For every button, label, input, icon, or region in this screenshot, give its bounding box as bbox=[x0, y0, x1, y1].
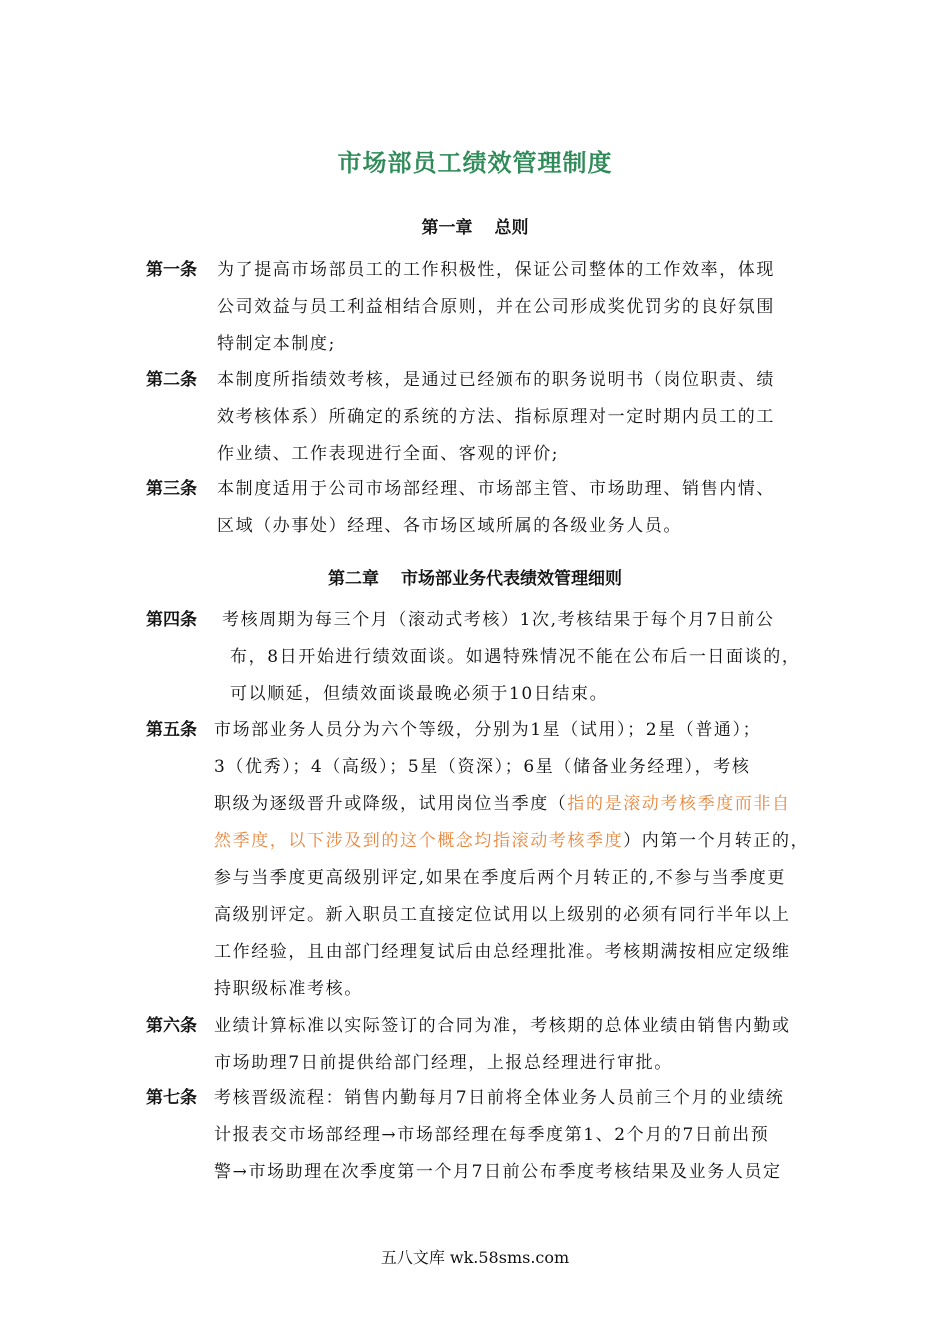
article-text-line: 考核周期为每三个月（滚动式考核）1次,考核结果于每个月7日前公 bbox=[222, 610, 775, 630]
article-text-line: 布，8日开始进行绩效面谈。如遇特殊情况不能在公布后一日面谈的， bbox=[230, 647, 801, 667]
article-text-line: 考核晋级流程：销售内勤每月7日前将全体业务人员前三个月的业绩统 bbox=[214, 1088, 785, 1108]
highlight-note: 然季度，以下涉及到的这个概念均指滚动考核季度 bbox=[214, 831, 624, 851]
chapter-number: 第二章 bbox=[328, 569, 379, 589]
chapter-name: 市场部业务代表绩效管理细则 bbox=[401, 569, 622, 589]
chapter-name: 总则 bbox=[494, 218, 529, 238]
article-text-line: 市场部业务人员分为六个等级，分别为1星（试用）；2星（普通）； bbox=[214, 720, 762, 740]
article-text-line: 区域（办事处）经理、各市场区域所属的各级业务人员。 bbox=[217, 516, 682, 536]
article-text-line: 本制度适用于公司市场部经理、市场部主管、市场助理、销售内情、 bbox=[217, 479, 775, 499]
article-text-line: 参与当季度更高级别评定,如果在季度后两个月转正的,不参与当季度更 bbox=[214, 868, 787, 888]
chapter-heading-2 bbox=[0, 564, 950, 589]
article-text-line: 高级别评定。新入职员工直接定位试用以上级别的必须有同行半年以上 bbox=[214, 905, 791, 925]
article-text-line: 工作经验，且由部门经理复试后由总经理批准。考核期满按相应定级维 bbox=[214, 942, 791, 962]
article-label: 第七条 bbox=[146, 1088, 197, 1108]
chapter-number: 第一章 bbox=[421, 218, 473, 238]
article-label: 第二条 bbox=[146, 370, 197, 390]
article-text-line: 公司效益与员工利益相结合原则，并在公司形成奖优罚劣的良好氛围 bbox=[217, 297, 775, 317]
article-label: 第六条 bbox=[146, 1016, 197, 1036]
article-text-line bbox=[214, 786, 791, 823]
article-text-line: 本制度所指绩效考核，是通过已经颁布的职务说明书（岗位职责、绩 bbox=[217, 370, 775, 390]
article-text-line: 计报表交市场部经理→市场部经理在每季度第1、2个月的7日前出预 bbox=[214, 1125, 770, 1145]
article-label: 第四条 bbox=[146, 610, 197, 630]
article-text-line: 可以顺延，但绩效面谈最晚必须于10日结束。 bbox=[230, 684, 609, 704]
article-label: 第五条 bbox=[146, 720, 197, 740]
article-text-segment: ）内第一个月转正的， bbox=[623, 831, 810, 851]
highlight-note: 指的是滚动考核季度而非自 bbox=[567, 794, 791, 814]
article-label: 第三条 bbox=[146, 479, 197, 499]
article-text-line: 特制定本制度; bbox=[217, 334, 336, 354]
article-text-line: 市场助理7日前提供给部门经理，上报总经理进行审批。 bbox=[214, 1053, 673, 1073]
article-label: 第一条 bbox=[146, 260, 197, 280]
article-text-line: 业绩计算标准以实际签订的合同为准，考核期的总体业绩由销售内勤或 bbox=[214, 1016, 791, 1036]
article-text-line: 作业绩、工作表现进行全面、客观的评价; bbox=[217, 444, 560, 464]
chapter-heading-1 bbox=[0, 213, 950, 238]
article-text-line: 持职级标准考核。 bbox=[214, 979, 363, 999]
footer-watermark: 五八文库 wk.58sms.com bbox=[380, 1248, 570, 1267]
article-text-line: 3（优秀）；4（高级）；5星（资深）；6星（储备业务经理），考核 bbox=[214, 757, 751, 777]
article-text-line bbox=[214, 823, 809, 860]
article-text-line: 效考核体系）所确定的系统的方法、指标原理对一定时期内员工的工 bbox=[217, 407, 775, 427]
article-text-segment: 职级为逐级晋升或降级，试用岗位当季度（ bbox=[214, 794, 568, 814]
article-text-line: 为了提高市场部员工的工作积极性，保证公司整体的工作效率，体现 bbox=[217, 260, 775, 280]
article-text-line: 警→市场助理在次季度第一个月7日前公布季度考核结果及业务人员定 bbox=[214, 1162, 782, 1182]
page-title: 市场部员工绩效管理制度 bbox=[337, 148, 613, 177]
